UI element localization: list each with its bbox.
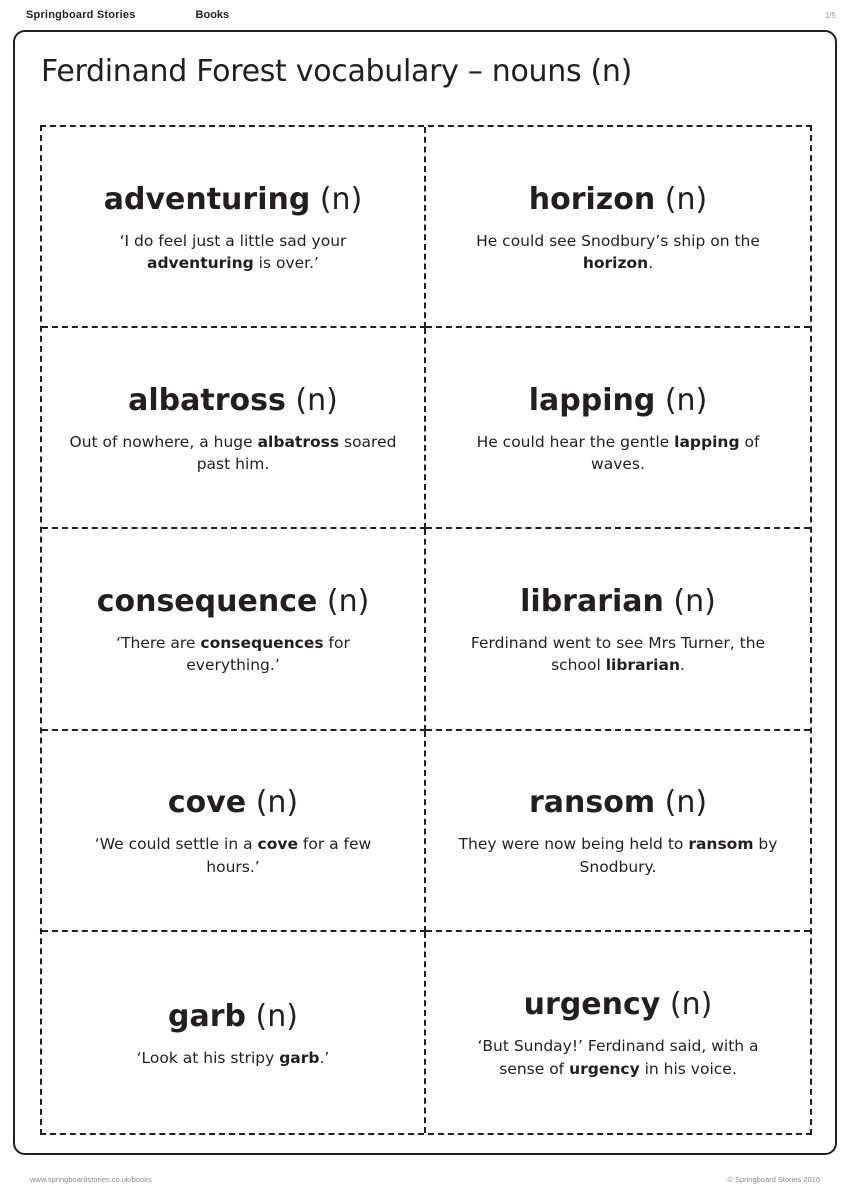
example-text: ‘Look at his stripy — [136, 1048, 280, 1067]
example-text: He could hear the gentle — [476, 432, 675, 451]
card-word-line — [529, 384, 708, 417]
card-example-sentence — [68, 833, 398, 878]
card-word-line — [168, 1000, 298, 1033]
example-text: soared past him. — [196, 432, 397, 474]
example-text: ‘I do feel just a little sad your — [119, 231, 347, 250]
card-part-of-speech: (n) — [317, 584, 370, 620]
vocabulary-card-grid — [40, 125, 812, 1135]
card-example-sentence — [453, 431, 783, 476]
card-part-of-speech: (n) — [655, 785, 708, 821]
example-text: for everything.’ — [186, 634, 350, 675]
example-highlight-word: consequences — [200, 634, 324, 653]
card-part-of-speech: (n) — [246, 785, 299, 821]
vocabulary-card — [426, 529, 810, 730]
card-example-sentence — [68, 632, 398, 677]
footer-url[interactable]: www.springboardstories.co.uk/books — [30, 1174, 152, 1184]
card-word-line — [104, 183, 363, 216]
example-text: is over.’ — [253, 254, 319, 273]
vocabulary-card — [42, 932, 426, 1133]
card-word: albatross — [128, 382, 286, 418]
example-text: ‘But Sunday!’ Ferdinand said, with a sense of — [477, 1037, 759, 1078]
card-example-sentence — [137, 1047, 330, 1069]
vocabulary-card — [426, 932, 810, 1133]
example-text: by Snodbury. — [579, 835, 778, 876]
vocabulary-card — [42, 529, 426, 730]
vocabulary-card — [426, 127, 810, 328]
example-highlight-word: albatross — [257, 432, 340, 451]
card-example-sentence — [453, 230, 783, 275]
card-word-line — [128, 384, 338, 417]
card-example-sentence — [453, 1035, 783, 1080]
card-word-line — [524, 988, 713, 1021]
example-text: He could see Snodbury’s ship on the — [476, 231, 760, 250]
footer-copyright: © Springboard Stories 2016 — [727, 1174, 820, 1184]
worksheet-sheet — [13, 30, 837, 1155]
example-text: Ferdinand went to see Mrs Turner, the school — [470, 634, 766, 675]
example-text: Out of nowhere, a huge — [69, 432, 258, 451]
card-word-line — [529, 183, 707, 216]
card-word: adventuring — [103, 181, 311, 217]
example-highlight-word: ransom — [688, 835, 754, 854]
vocabulary-card — [42, 328, 426, 529]
page-number: 1/5 — [824, 10, 836, 20]
card-word: urgency — [523, 987, 661, 1023]
card-word-line — [529, 786, 707, 819]
card-word: cove — [167, 785, 247, 821]
example-text: They were now being held to — [458, 835, 689, 854]
card-word-line — [97, 585, 370, 618]
card-part-of-speech: (n) — [655, 382, 708, 418]
card-example-sentence — [453, 833, 783, 878]
section-label: Books — [195, 9, 230, 21]
card-part-of-speech: (n) — [246, 998, 298, 1034]
card-word: garb — [168, 998, 247, 1034]
card-part-of-speech: (n) — [655, 181, 708, 217]
card-part-of-speech: (n) — [663, 584, 716, 620]
example-text: . — [648, 254, 654, 273]
vocabulary-card — [42, 731, 426, 932]
example-highlight-word: librarian — [605, 656, 680, 675]
example-text: . — [679, 656, 685, 675]
example-text: ‘There are — [116, 634, 201, 653]
example-highlight-word: urgency — [569, 1059, 640, 1078]
card-word: horizon — [528, 181, 656, 217]
card-example-sentence — [68, 230, 398, 275]
card-word: ransom — [528, 785, 656, 821]
example-text: for a few hours.’ — [206, 835, 372, 876]
example-highlight-word: garb — [279, 1048, 320, 1067]
example-text: of waves. — [591, 432, 760, 474]
example-text: in his voice. — [639, 1059, 737, 1078]
vocabulary-card — [426, 731, 810, 932]
card-word: lapping — [528, 382, 656, 418]
example-highlight-word: cove — [257, 835, 298, 854]
card-part-of-speech: (n) — [285, 382, 338, 418]
card-word-line — [520, 585, 716, 618]
card-part-of-speech: (n) — [310, 181, 363, 217]
card-example-sentence — [68, 431, 398, 476]
example-highlight-word: horizon — [582, 254, 649, 273]
card-word: consequence — [96, 584, 318, 620]
brand-name: Springboard Stories — [26, 9, 136, 21]
card-part-of-speech: (n) — [660, 987, 713, 1023]
page-title: Ferdinand Forest vocabulary – nouns (n) — [41, 54, 633, 89]
example-highlight-word: lapping — [674, 432, 740, 451]
vocabulary-card — [426, 328, 810, 529]
example-highlight-word: adventuring — [147, 254, 254, 273]
example-text: ‘We could settle in a — [94, 835, 258, 854]
card-example-sentence — [453, 632, 783, 677]
vocabulary-card — [42, 127, 426, 328]
card-word-line — [168, 786, 298, 819]
page-header — [0, 0, 850, 30]
card-word: librarian — [520, 584, 664, 620]
page-footer — [0, 1168, 850, 1190]
example-text: .’ — [319, 1048, 330, 1067]
